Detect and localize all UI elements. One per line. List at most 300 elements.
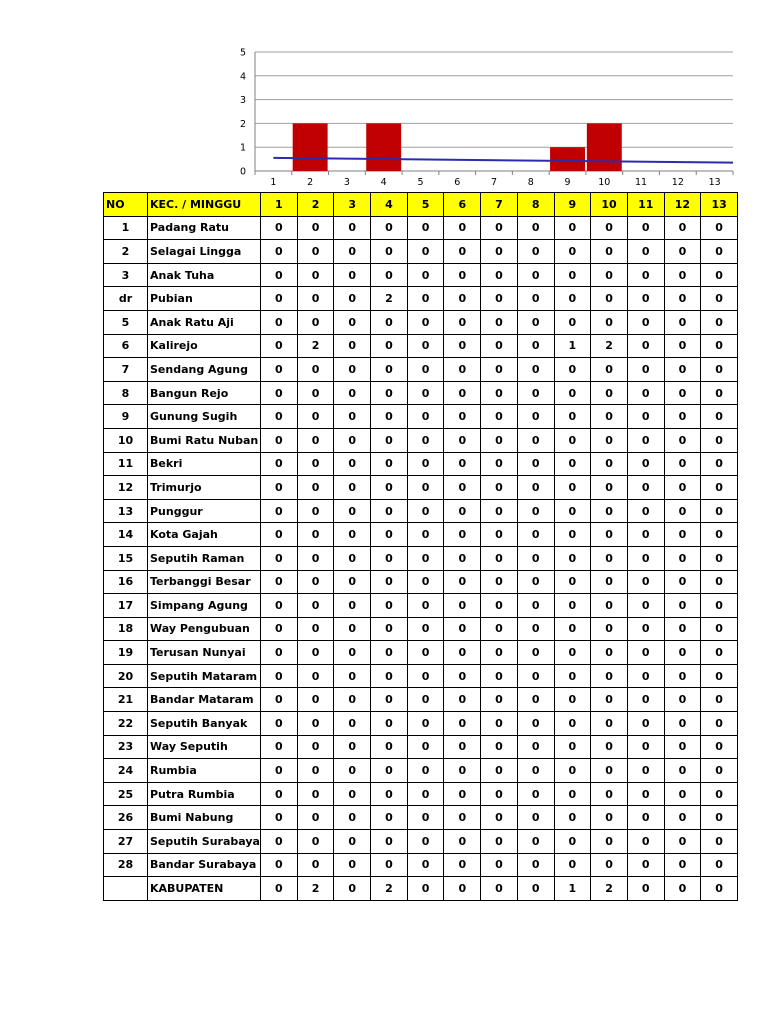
kecamatan-name: Way Seputih <box>148 735 261 759</box>
kecamatan-name: Punggur <box>148 499 261 523</box>
table-row <box>104 452 738 476</box>
table-row <box>104 546 738 570</box>
case-count-cell: 0 <box>481 806 518 830</box>
case-count-cell: 0 <box>627 381 664 405</box>
row-number: 16 <box>104 570 148 594</box>
case-count-cell: 0 <box>444 712 481 736</box>
table-row <box>104 405 738 429</box>
case-count-cell: 2 <box>591 334 628 358</box>
header-week: 2 <box>297 193 334 217</box>
case-count-cell: 0 <box>591 499 628 523</box>
row-number: dr <box>104 287 148 311</box>
table-row <box>104 358 738 382</box>
case-count-cell: 0 <box>407 452 444 476</box>
case-count-cell: 0 <box>627 358 664 382</box>
case-count-cell: 0 <box>627 664 664 688</box>
case-count-cell: 0 <box>701 853 738 877</box>
kecamatan-name: Putra Rumbia <box>148 782 261 806</box>
kecamatan-name: Padang Ratu <box>148 216 261 240</box>
kecamatan-name: Seputih Raman <box>148 546 261 570</box>
case-count-cell: 0 <box>701 287 738 311</box>
case-count-cell: 0 <box>481 216 518 240</box>
case-count-cell: 0 <box>554 806 591 830</box>
case-count-cell: 0 <box>444 688 481 712</box>
kecamatan-name: Bandar Mataram <box>148 688 261 712</box>
case-count-cell: 0 <box>591 806 628 830</box>
case-count-cell: 0 <box>517 428 554 452</box>
case-count-cell: 0 <box>481 735 518 759</box>
case-count-cell: 0 <box>627 476 664 500</box>
case-count-cell: 0 <box>261 688 298 712</box>
row-number: 23 <box>104 735 148 759</box>
y-tick-label: 3 <box>239 95 246 107</box>
case-count-cell: 0 <box>407 712 444 736</box>
case-count-cell: 0 <box>701 570 738 594</box>
case-count-cell: 0 <box>591 381 628 405</box>
case-count-cell: 0 <box>371 381 408 405</box>
case-count-cell: 0 <box>554 735 591 759</box>
row-number: 7 <box>104 358 148 382</box>
row-number: 26 <box>104 806 148 830</box>
header-week: 9 <box>554 193 591 217</box>
case-count-cell: 0 <box>407 240 444 264</box>
case-count-cell: 0 <box>371 735 408 759</box>
case-count-cell: 0 <box>334 759 371 783</box>
total-count-cell: 0 <box>664 877 701 901</box>
kecamatan-name: Sendang Agung <box>148 358 261 382</box>
case-count-cell: 0 <box>627 735 664 759</box>
case-count-cell: 0 <box>664 428 701 452</box>
case-count-cell: 0 <box>591 853 628 877</box>
case-count-cell: 0 <box>591 617 628 641</box>
bar <box>587 123 622 171</box>
row-number: 9 <box>104 405 148 429</box>
case-count-cell: 0 <box>261 570 298 594</box>
case-count-cell: 0 <box>297 546 334 570</box>
table-row <box>104 735 738 759</box>
case-count-cell: 0 <box>261 641 298 665</box>
row-number: 1 <box>104 216 148 240</box>
case-count-cell: 0 <box>664 334 701 358</box>
case-count-cell: 0 <box>371 523 408 547</box>
case-count-cell: 0 <box>371 806 408 830</box>
case-count-cell: 0 <box>664 735 701 759</box>
case-count-cell: 0 <box>664 287 701 311</box>
case-count-cell: 0 <box>627 570 664 594</box>
case-count-cell: 0 <box>627 617 664 641</box>
case-count-cell: 0 <box>664 381 701 405</box>
case-count-cell: 0 <box>334 570 371 594</box>
case-count-cell: 0 <box>701 523 738 547</box>
case-count-cell: 0 <box>591 735 628 759</box>
case-count-cell: 2 <box>297 334 334 358</box>
bar <box>550 147 585 171</box>
case-count-cell: 0 <box>297 499 334 523</box>
case-count-cell: 0 <box>517 287 554 311</box>
case-count-cell: 0 <box>444 240 481 264</box>
y-tick-label: 1 <box>239 142 246 154</box>
case-count-cell: 0 <box>701 688 738 712</box>
case-count-cell: 0 <box>591 712 628 736</box>
row-number: 18 <box>104 617 148 641</box>
case-count-cell: 0 <box>334 405 371 429</box>
case-count-cell: 0 <box>664 405 701 429</box>
table-row <box>104 830 738 854</box>
row-number: 11 <box>104 452 148 476</box>
table-row <box>104 523 738 547</box>
header-week: 5 <box>407 193 444 217</box>
case-count-cell: 0 <box>261 381 298 405</box>
case-count-cell: 0 <box>481 334 518 358</box>
case-count-cell: 0 <box>701 594 738 618</box>
case-count-cell: 0 <box>261 712 298 736</box>
header-week: 7 <box>481 193 518 217</box>
kecamatan-name: Kalirejo <box>148 334 261 358</box>
case-count-cell: 0 <box>261 759 298 783</box>
bar <box>293 123 328 171</box>
total-count-cell: 1 <box>554 877 591 901</box>
kecamatan-name: Simpang Agung <box>148 594 261 618</box>
case-count-cell: 0 <box>627 806 664 830</box>
case-count-cell: 0 <box>297 806 334 830</box>
kecamatan-name: Terusan Nunyai <box>148 641 261 665</box>
row-number: 14 <box>104 523 148 547</box>
case-count-cell: 0 <box>664 641 701 665</box>
row-number: 2 <box>104 240 148 264</box>
case-count-cell: 0 <box>444 782 481 806</box>
case-count-cell: 0 <box>627 499 664 523</box>
case-count-cell: 0 <box>371 830 408 854</box>
case-count-cell: 0 <box>517 806 554 830</box>
table-row <box>104 216 738 240</box>
case-count-cell: 0 <box>334 830 371 854</box>
case-count-cell: 0 <box>627 546 664 570</box>
case-count-cell: 0 <box>591 476 628 500</box>
case-count-cell: 0 <box>591 358 628 382</box>
case-count-cell: 0 <box>407 617 444 641</box>
x-tick-label: 7 <box>490 177 498 188</box>
case-count-cell: 0 <box>334 381 371 405</box>
case-count-cell: 0 <box>664 310 701 334</box>
table-row <box>104 240 738 264</box>
case-count-cell: 0 <box>261 216 298 240</box>
case-count-cell: 0 <box>334 782 371 806</box>
case-count-cell: 0 <box>407 735 444 759</box>
total-count-cell: 2 <box>591 877 628 901</box>
case-count-cell: 0 <box>481 428 518 452</box>
case-count-cell: 0 <box>517 594 554 618</box>
case-count-cell: 0 <box>334 499 371 523</box>
case-count-cell: 0 <box>554 428 591 452</box>
case-count-cell: 0 <box>371 216 408 240</box>
row-number: 20 <box>104 664 148 688</box>
case-count-cell: 0 <box>591 570 628 594</box>
case-count-cell: 0 <box>444 853 481 877</box>
header-week: 4 <box>371 193 408 217</box>
case-count-cell: 0 <box>517 523 554 547</box>
y-tick-label: 0 <box>239 166 246 178</box>
case-count-cell: 0 <box>627 263 664 287</box>
case-count-cell: 0 <box>371 263 408 287</box>
case-count-cell: 0 <box>444 570 481 594</box>
case-count-cell: 0 <box>297 452 334 476</box>
case-count-cell: 1 <box>554 334 591 358</box>
case-count-cell: 0 <box>481 523 518 547</box>
table-row <box>104 853 738 877</box>
case-count-cell: 0 <box>371 499 408 523</box>
case-count-cell: 0 <box>297 617 334 641</box>
row-number: 22 <box>104 712 148 736</box>
case-count-cell: 0 <box>517 263 554 287</box>
table-row <box>104 617 738 641</box>
case-count-cell: 0 <box>371 428 408 452</box>
case-count-cell: 0 <box>371 853 408 877</box>
case-count-cell: 0 <box>444 310 481 334</box>
case-count-cell: 0 <box>591 830 628 854</box>
row-number: 28 <box>104 853 148 877</box>
case-count-cell: 0 <box>591 428 628 452</box>
case-count-cell: 0 <box>407 759 444 783</box>
x-tick-label: 11 <box>635 177 648 188</box>
case-count-cell: 0 <box>297 853 334 877</box>
row-number: 27 <box>104 830 148 854</box>
case-count-cell: 0 <box>591 594 628 618</box>
row-number: 6 <box>104 334 148 358</box>
case-count-cell: 0 <box>261 806 298 830</box>
case-count-cell: 0 <box>517 735 554 759</box>
case-count-cell: 0 <box>261 594 298 618</box>
case-count-cell: 0 <box>444 641 481 665</box>
case-count-cell: 0 <box>481 287 518 311</box>
case-count-cell: 0 <box>664 476 701 500</box>
case-count-cell: 0 <box>261 499 298 523</box>
case-count-cell: 0 <box>407 570 444 594</box>
case-count-cell: 0 <box>701 664 738 688</box>
case-count-cell: 0 <box>334 546 371 570</box>
kecamatan-name: Seputih Banyak <box>148 712 261 736</box>
table-row <box>104 594 738 618</box>
case-count-cell: 0 <box>444 428 481 452</box>
case-count-cell: 0 <box>297 240 334 264</box>
table-row <box>104 499 738 523</box>
case-count-cell: 0 <box>481 712 518 736</box>
case-count-cell: 0 <box>701 617 738 641</box>
case-count-cell: 0 <box>407 428 444 452</box>
table-row <box>104 782 738 806</box>
case-count-cell: 0 <box>554 381 591 405</box>
case-count-cell: 0 <box>407 641 444 665</box>
case-count-cell: 0 <box>664 830 701 854</box>
x-tick-label: 13 <box>708 177 721 188</box>
case-count-cell: 0 <box>261 476 298 500</box>
row-number: 24 <box>104 759 148 783</box>
case-count-cell: 0 <box>664 853 701 877</box>
y-tick-label: 4 <box>239 71 246 83</box>
table-row <box>104 570 738 594</box>
case-count-cell: 0 <box>261 735 298 759</box>
header-week: 3 <box>334 193 371 217</box>
case-count-cell: 0 <box>261 334 298 358</box>
case-count-cell: 0 <box>627 782 664 806</box>
case-count-cell: 0 <box>701 452 738 476</box>
case-count-cell: 0 <box>517 546 554 570</box>
case-count-cell: 0 <box>591 216 628 240</box>
case-count-cell: 0 <box>554 405 591 429</box>
case-count-cell: 0 <box>297 641 334 665</box>
case-count-cell: 0 <box>517 216 554 240</box>
case-count-cell: 0 <box>664 806 701 830</box>
case-count-cell: 0 <box>701 405 738 429</box>
case-count-cell: 0 <box>591 405 628 429</box>
case-count-cell: 0 <box>261 240 298 264</box>
case-count-cell: 0 <box>701 381 738 405</box>
case-count-cell: 0 <box>444 664 481 688</box>
case-count-cell: 0 <box>517 358 554 382</box>
case-count-cell: 0 <box>554 594 591 618</box>
case-count-cell: 0 <box>554 759 591 783</box>
case-count-cell: 0 <box>664 358 701 382</box>
case-count-cell: 0 <box>407 334 444 358</box>
case-count-cell: 0 <box>664 664 701 688</box>
case-count-cell: 0 <box>407 830 444 854</box>
total-count-cell: 0 <box>481 877 518 901</box>
case-count-cell: 0 <box>334 688 371 712</box>
x-tick-label: 12 <box>671 177 684 188</box>
case-count-cell: 0 <box>517 570 554 594</box>
case-count-cell: 0 <box>371 641 408 665</box>
case-count-cell: 0 <box>701 334 738 358</box>
table-row <box>104 664 738 688</box>
case-count-cell: 0 <box>297 358 334 382</box>
case-count-cell: 0 <box>701 806 738 830</box>
case-count-cell: 0 <box>701 782 738 806</box>
case-count-cell: 0 <box>444 523 481 547</box>
x-tick-label: 1 <box>270 177 277 188</box>
case-count-cell: 0 <box>334 334 371 358</box>
case-count-cell: 0 <box>444 830 481 854</box>
case-count-cell: 0 <box>261 782 298 806</box>
table-row <box>104 310 738 334</box>
case-count-cell: 0 <box>591 641 628 665</box>
case-count-cell: 0 <box>481 617 518 641</box>
case-count-cell: 0 <box>334 641 371 665</box>
case-count-cell: 0 <box>297 405 334 429</box>
case-count-cell: 0 <box>297 476 334 500</box>
case-count-cell: 0 <box>664 499 701 523</box>
x-tick-label: 10 <box>598 177 611 188</box>
case-count-cell: 0 <box>517 853 554 877</box>
total-row <box>104 877 738 901</box>
row-number: 3 <box>104 263 148 287</box>
kecamatan-name: Seputih Mataram <box>148 664 261 688</box>
case-count-cell: 0 <box>261 287 298 311</box>
case-count-cell: 0 <box>664 594 701 618</box>
case-count-cell: 0 <box>664 782 701 806</box>
case-count-cell: 0 <box>664 263 701 287</box>
table-body <box>104 193 738 901</box>
case-count-cell: 0 <box>407 310 444 334</box>
case-count-cell: 0 <box>261 310 298 334</box>
case-count-cell: 0 <box>334 428 371 452</box>
case-count-cell: 0 <box>701 263 738 287</box>
case-count-cell: 0 <box>371 712 408 736</box>
case-count-cell: 0 <box>481 570 518 594</box>
case-count-cell: 0 <box>591 263 628 287</box>
case-count-cell: 0 <box>334 594 371 618</box>
case-count-cell: 0 <box>554 830 591 854</box>
case-count-cell: 0 <box>481 310 518 334</box>
case-count-cell: 0 <box>554 664 591 688</box>
kecamatan-name: Anak Tuha <box>148 263 261 287</box>
trend-line <box>273 158 733 163</box>
case-count-cell: 0 <box>481 476 518 500</box>
case-count-cell: 0 <box>334 712 371 736</box>
table-row <box>104 381 738 405</box>
case-count-cell: 0 <box>627 523 664 547</box>
kecamatan-name: Gunung Sugih <box>148 405 261 429</box>
case-count-cell: 0 <box>297 712 334 736</box>
table-row <box>104 688 738 712</box>
kecamatan-name: Way Pengubuan <box>148 617 261 641</box>
case-count-cell: 0 <box>297 287 334 311</box>
header-week: 10 <box>591 193 628 217</box>
case-count-cell: 0 <box>371 688 408 712</box>
kecamatan-name: Bumi Ratu Nuban <box>148 428 261 452</box>
kecamatan-name: Bekri <box>148 452 261 476</box>
weekly-cases-chart <box>0 0 768 192</box>
total-count-cell: 0 <box>701 877 738 901</box>
case-count-cell: 0 <box>627 759 664 783</box>
case-count-cell: 0 <box>481 381 518 405</box>
kecamatan-name: Seputih Surabaya <box>148 830 261 854</box>
case-count-cell: 0 <box>407 664 444 688</box>
case-count-cell: 0 <box>407 381 444 405</box>
x-tick-label: 4 <box>380 177 387 188</box>
table-row <box>104 334 738 358</box>
case-count-cell: 0 <box>591 546 628 570</box>
row-number: 15 <box>104 546 148 570</box>
case-count-cell: 0 <box>481 452 518 476</box>
case-count-cell: 0 <box>444 381 481 405</box>
case-count-cell: 0 <box>371 546 408 570</box>
total-count-cell: 0 <box>517 877 554 901</box>
case-count-cell: 0 <box>554 641 591 665</box>
case-count-cell: 0 <box>444 499 481 523</box>
case-count-cell: 0 <box>334 310 371 334</box>
table-row <box>104 806 738 830</box>
kecamatan-name: Selagai Lingga <box>148 240 261 264</box>
header-week: 8 <box>517 193 554 217</box>
case-count-cell: 0 <box>297 688 334 712</box>
case-count-cell: 0 <box>297 830 334 854</box>
table-row <box>104 287 738 311</box>
case-count-cell: 0 <box>664 452 701 476</box>
case-count-cell: 0 <box>371 664 408 688</box>
case-count-cell: 0 <box>407 358 444 382</box>
case-count-cell: 0 <box>701 476 738 500</box>
total-number <box>104 877 148 901</box>
case-count-cell: 0 <box>517 452 554 476</box>
header-week: 1 <box>261 193 298 217</box>
row-number: 10 <box>104 428 148 452</box>
case-count-cell: 0 <box>554 452 591 476</box>
row-number: 13 <box>104 499 148 523</box>
case-count-cell: 0 <box>701 428 738 452</box>
case-count-cell: 0 <box>261 664 298 688</box>
header-week: 6 <box>444 193 481 217</box>
case-count-cell: 0 <box>407 476 444 500</box>
case-count-cell: 0 <box>481 240 518 264</box>
